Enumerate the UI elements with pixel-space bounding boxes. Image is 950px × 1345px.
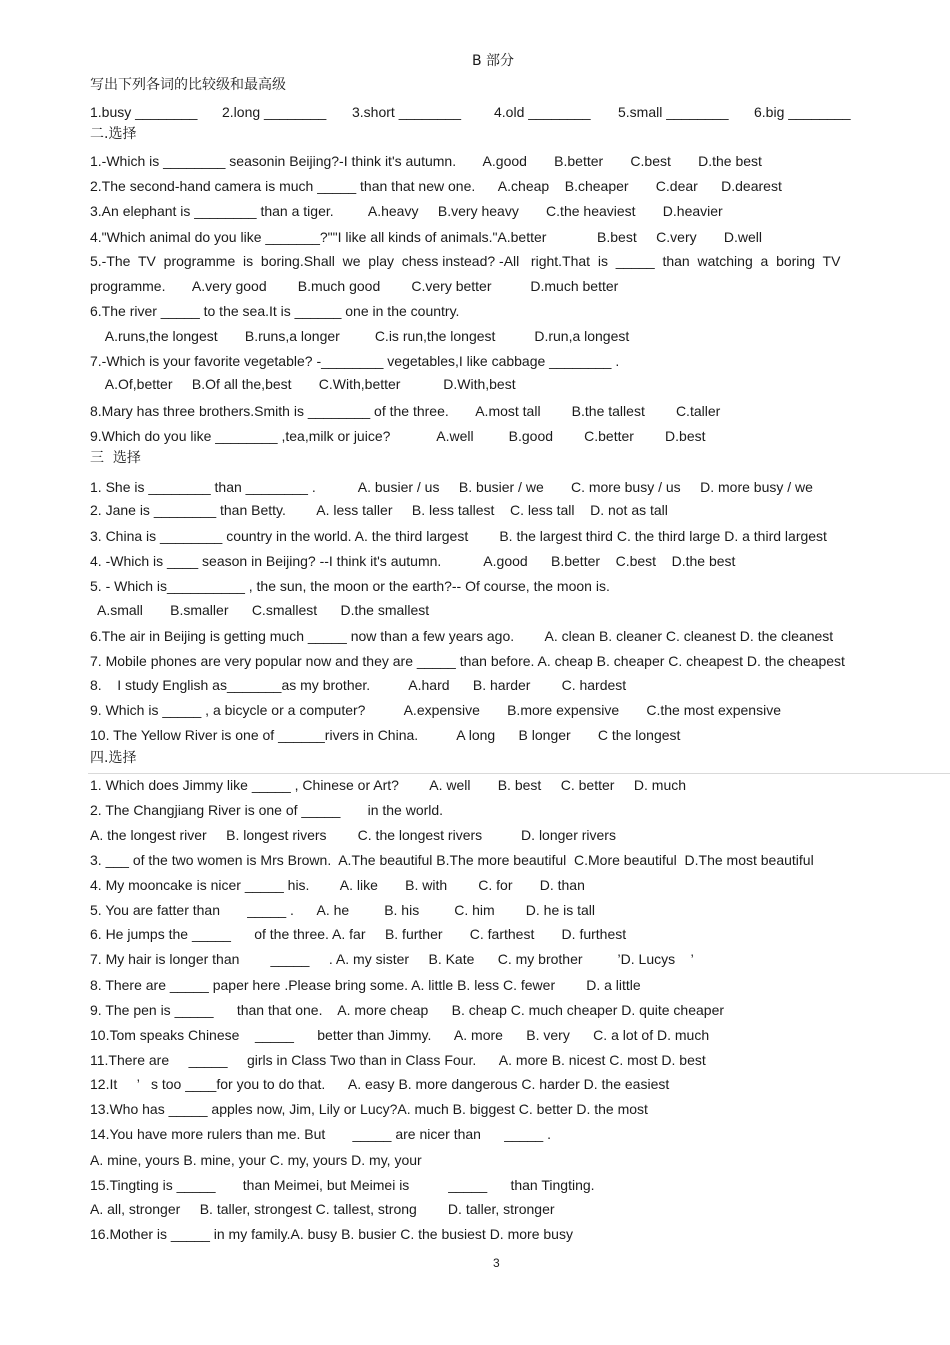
question-line: 1.-Which is ________ seasonin Beijing?-I think it's autumn. A.good B.better C.best D.the best: [90, 153, 762, 169]
question-line: 5. - Which is__________ , the sun, the moon or the earth?-- Of course, the moon is.: [90, 578, 610, 594]
question-line: 6.The air in Beijing is getting much _____ now than a few years ago. A. clean B. cleaner C. cleanest D. the cleanest: [90, 628, 834, 644]
question-line: 3. ___ of the two women is Mrs Brown. A.The beautiful B.The more beautiful C.More beautiful D.The most beautiful: [90, 852, 814, 868]
question-line: 9.Which do you like ________ ,tea,milk or juice? A.well B.good C.better D.best: [90, 428, 706, 444]
section1-item: 2.long ________: [222, 104, 327, 120]
question-line: 14.You have more rulers than me. But _____ are nicer than _____ .: [90, 1126, 551, 1142]
question-line: 16.Mother is _____ in my family.A. busy B. busier C. the busiest D. more busy: [90, 1226, 573, 1242]
section3-heading: 三 选择: [90, 450, 141, 466]
question-line: 7. Mobile phones are very popular now and they are _____ than before. A. cheap B. cheaper C. cheapest D. the cheapest: [90, 653, 845, 669]
divider: [88, 773, 950, 774]
question-line: A. mine, yours B. mine, your C. my, yours D. my, your: [90, 1152, 422, 1168]
question-line: 9. Which is _____ , a bicycle or a computer? A.expensive B.more expensive C.the most expensive: [90, 702, 781, 718]
question-line: 4."Which animal do you like _______?""I like all kinds of animals."A.better B.best C.very D.well: [90, 229, 762, 245]
question-line: 1. Which does Jimmy like _____ , Chinese or Art? A. well B. best C. better D. much: [90, 777, 687, 793]
question-line: 3.An elephant is ________ than a tiger. A.heavy B.very heavy C.the heaviest D.heavier: [90, 203, 723, 219]
page-title: B 部分: [472, 53, 515, 69]
section1-item: 5.small ________: [618, 104, 729, 120]
question-line: 15.Tingting is _____ than Meimei, but Meimei is _____ than Tingting.: [90, 1177, 595, 1193]
question-line: 6. He jumps the _____ of the three. A. far B. further C. farthest D. furthest: [90, 926, 627, 942]
question-line: 5. You are fatter than _____ . A. he B. his C. him D. he is tall: [90, 902, 596, 918]
question-line: 7. My hair is longer than _____ . A. my sister B. Kate C. my brother ’D. Lucys ’: [90, 951, 694, 967]
question-line: 8. I study English as_______as my brother. A.hard B. harder C. hardest: [90, 677, 627, 693]
question-line: A.runs,the longest B.runs,a longer C.is run,the longest D.run,a longest: [90, 328, 630, 344]
page-number: 3: [493, 1256, 500, 1270]
section1-item: 1.busy ________: [90, 104, 198, 120]
question-line: A. the longest river B. longest rivers C. the longest rivers D. longer rivers: [90, 827, 616, 843]
question-line: 10.Tom speaks Chinese _____ better than Jimmy. A. more B. very C. a lot of D. much: [90, 1027, 710, 1043]
section1-instruction: 写出下列各词的比较级和最高级: [90, 77, 286, 93]
question-line: 4. -Which is ____ season in Beijing? --I think it's autumn. A.good B.better C.best D.the best: [90, 553, 736, 569]
question-line: 7.-Which is your favorite vegetable? -________ vegetables,I like cabbage ________ .: [90, 353, 620, 369]
question-line: 8. There are _____ paper here .Please bring some. A. little B. less C. fewer D. a little: [90, 977, 641, 993]
question-line: 12.It ’ s too ____for you to do that. A. easy B. more dangerous C. harder D. the easiest: [90, 1076, 670, 1092]
question-line: 2.The second-hand camera is much _____ than that new one. A.cheap B.cheaper C.dear D.dearest: [90, 178, 782, 194]
question-line: 6.The river _____ to the sea.It is ______ one in the country.: [90, 303, 460, 319]
question-line: 11.There are _____ girls in Class Two than in Class Four. A. more B. nicest C. most D. best: [90, 1052, 706, 1068]
question-line: 8.Mary has three brothers.Smith is ________ of the three. A.most tall B.the tallest C.taller: [90, 403, 721, 419]
question-line: 9. The pen is _____ than that one. A. more cheap B. cheap C. much cheaper D. quite cheaper: [90, 1002, 725, 1018]
question-line: 4. My mooncake is nicer _____ his. A. like B. with C. for D. than: [90, 877, 585, 893]
section1-item: 3.short ________: [352, 104, 461, 120]
question-line: 10. The Yellow River is one of ______rivers in China. A long B longer C the longest: [90, 727, 681, 743]
question-line: A. all, stronger B. taller, strongest C. tallest, strong D. taller, stronger: [90, 1201, 555, 1217]
question-line: programme. A.very good B.much good C.very better D.much better: [90, 278, 619, 294]
question-line: 3. China is ________ country in the world. A. the third largest B. the largest third C. the third large D. a third largest: [90, 528, 827, 544]
question-line: 13.Who has _____ apples now, Jim, Lily or Lucy?A. much B. biggest C. better D. the most: [90, 1101, 648, 1117]
question-line: 2. Jane is ________ than Betty. A. less taller B. less tallest C. less tall D. not as tall: [90, 502, 668, 518]
question-line: 2. The Changjiang River is one of _____ in the world.: [90, 802, 444, 818]
question-line: 1. She is ________ than ________ . A. busier / us B. busier / we C. more busy / us D. more busy / we: [90, 479, 813, 495]
section1-item: 6.big ________: [754, 104, 851, 120]
section2-heading: 二.选择: [90, 126, 137, 142]
question-line: A.small B.smaller C.smallest D.the smallest: [90, 602, 430, 618]
question-line: A.Of,better B.Of all the,best C.With,better D.With,best: [90, 376, 516, 392]
section1-item: 4.old ________: [494, 104, 591, 120]
question-line: 5.-The TV programme is boring.Shall we play chess instead? -All right.That is _____ than watching a boring TV: [90, 253, 841, 269]
section4-heading: 四.选择: [90, 750, 137, 766]
